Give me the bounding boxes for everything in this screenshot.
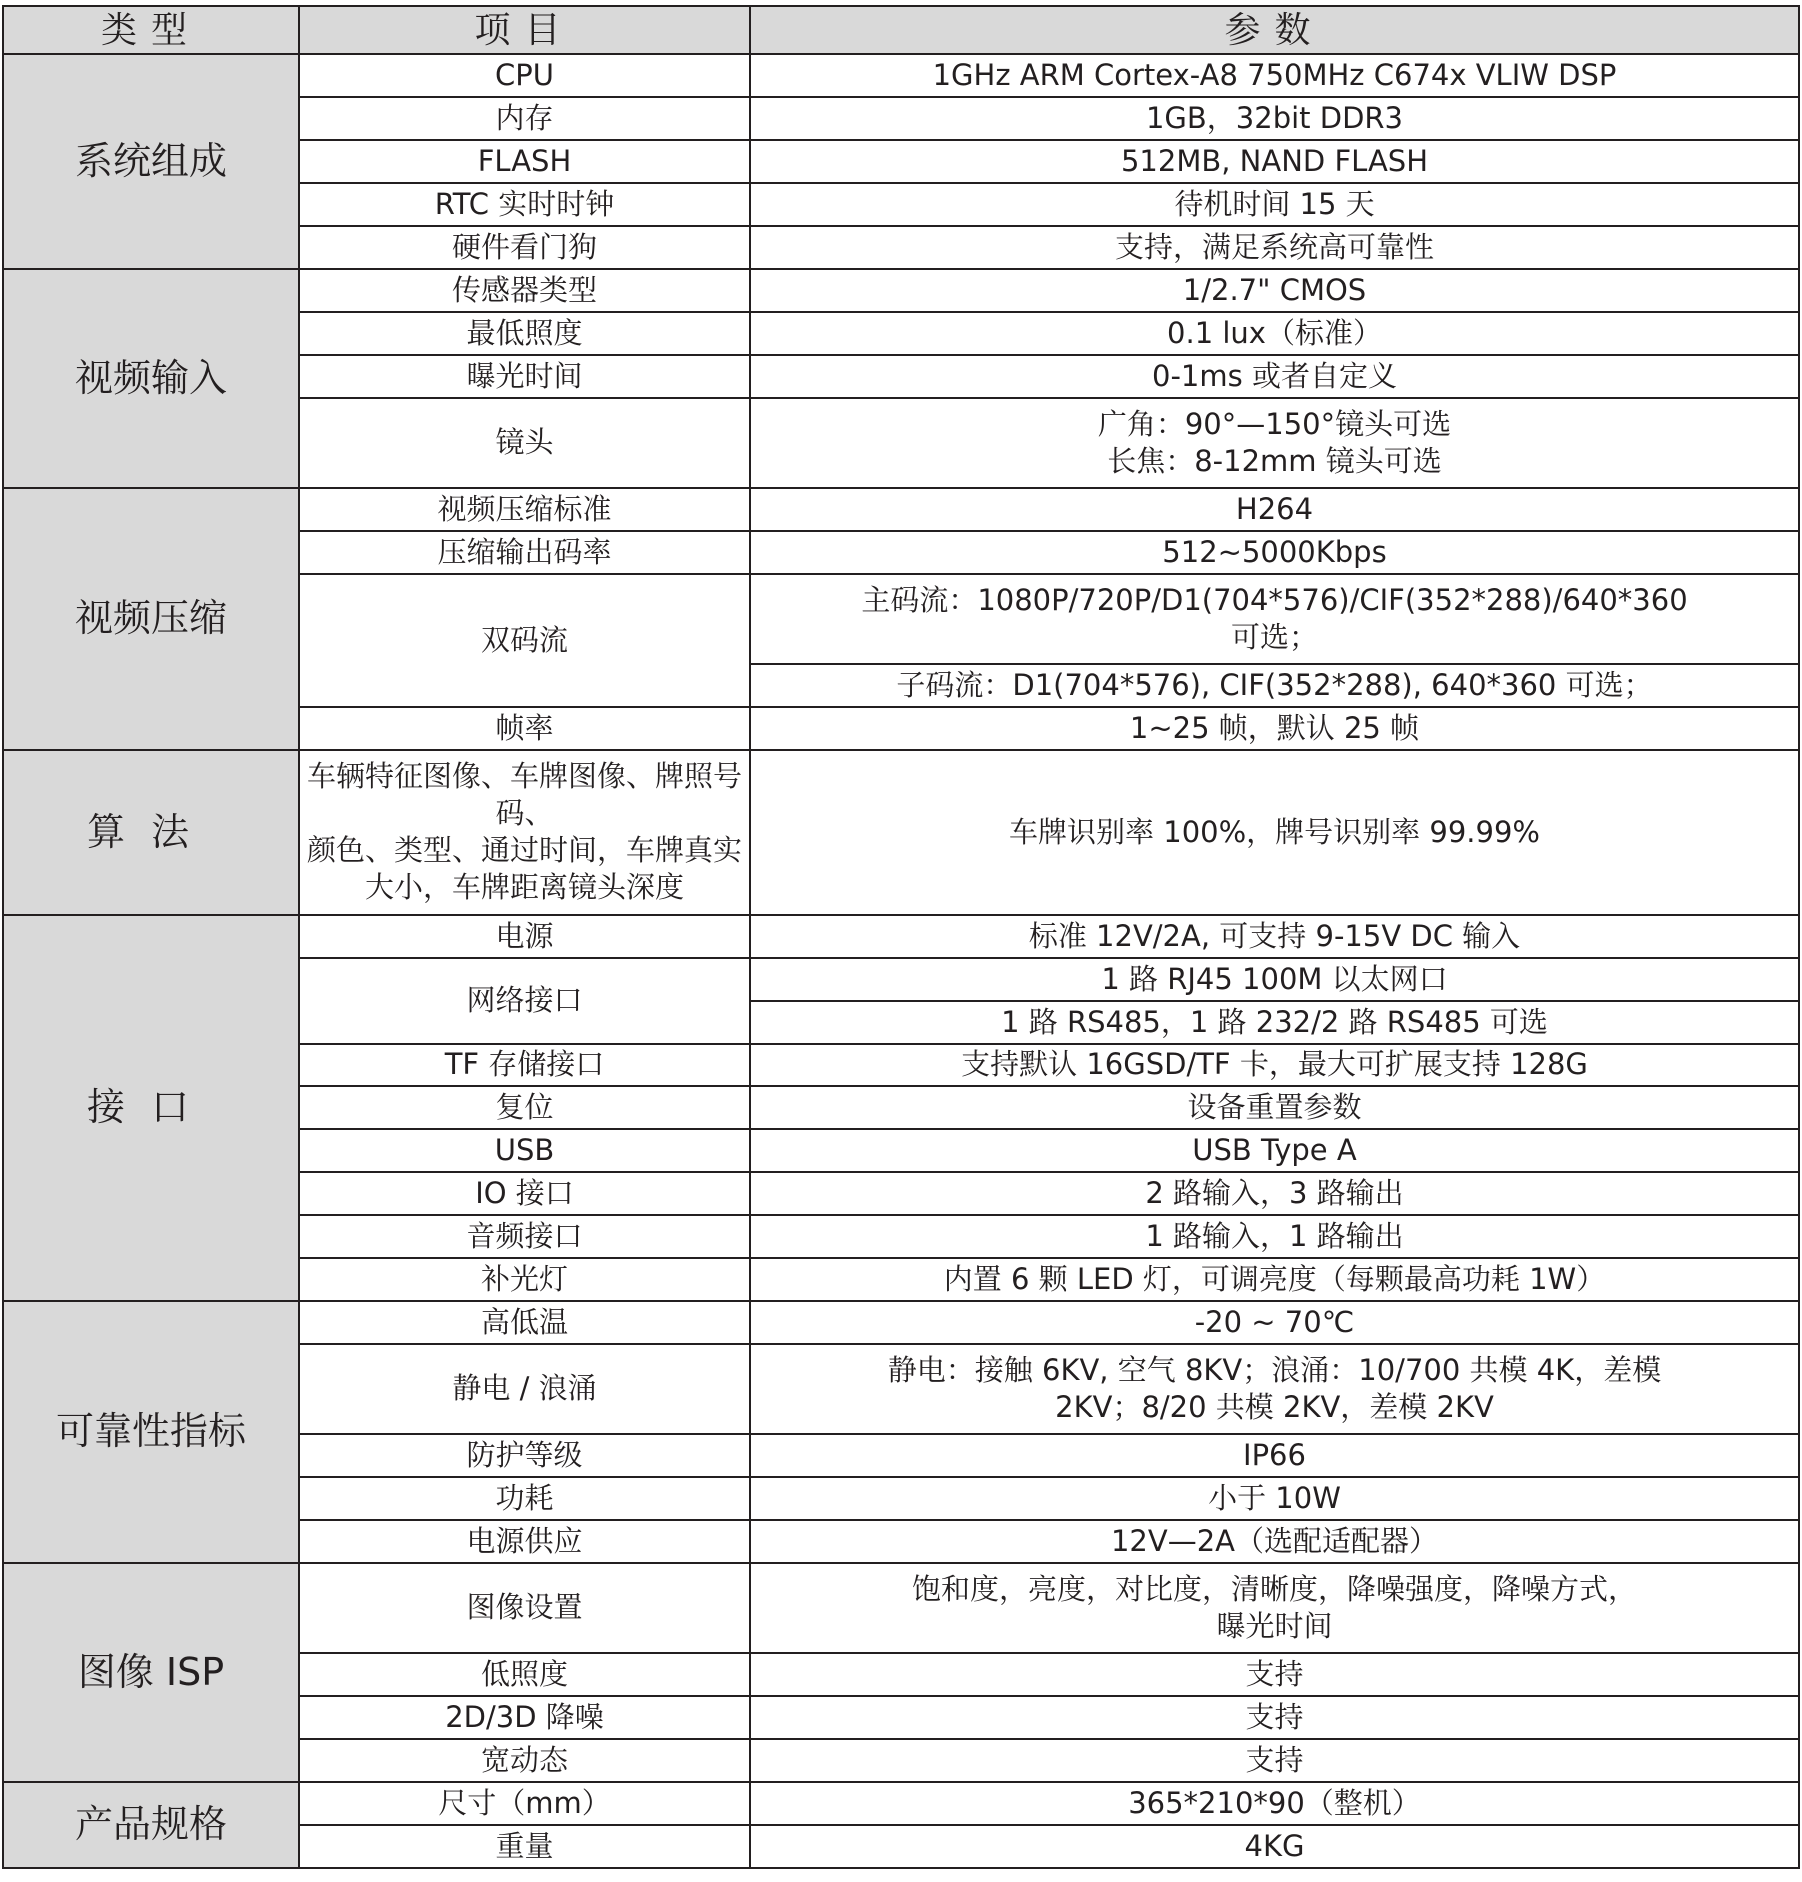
- category-system: 系统组成: [3, 54, 299, 269]
- value-cell: IP66: [750, 1434, 1799, 1477]
- item-cell: 曝光时间: [299, 355, 750, 398]
- value-cell: 1GB，32bit DDR3: [750, 97, 1799, 140]
- value-cell: 1/2.7" CMOS: [750, 269, 1799, 312]
- item-cell: 电源: [299, 915, 750, 958]
- value-cell: 1 路 RS485，1 路 232/2 路 RS485 可选: [750, 1001, 1799, 1044]
- value-line: 可选；: [1230, 619, 1318, 654]
- value-cell: [750, 1563, 1799, 1653]
- header-item: 项目: [299, 6, 750, 54]
- value-cell: 12V—2A（选配适配器）: [750, 1520, 1799, 1563]
- item-cell: 帧率: [299, 707, 750, 750]
- value-line: 饱和度，亮度，对比度，清晰度，降噪强度，降噪方式，: [911, 1571, 1637, 1606]
- item-cell: 宽动态: [299, 1739, 750, 1782]
- value-cell: 小于 10W: [750, 1477, 1799, 1520]
- table-row: [3, 1301, 1799, 1344]
- item-cell: 防护等级: [299, 1434, 750, 1477]
- value-line: 长焦：8-12mm 镜头可选: [1107, 443, 1442, 478]
- item-cell: 硬件看门狗: [299, 226, 750, 269]
- value-cell: 车牌识别率 100%，牌号识别率 99.99%: [750, 750, 1799, 915]
- item-cell: 最低照度: [299, 312, 750, 355]
- category-video-compress: 视频压缩: [3, 488, 299, 750]
- item-cell: 高低温: [299, 1301, 750, 1344]
- value-line: 2KV；8/20 共模 2KV，差模 2KV: [1055, 1389, 1494, 1424]
- value-line: 静电：接触 6KV, 空气 8KV；浪涌：10/700 共模 4K，差模: [887, 1352, 1662, 1387]
- value-line: 曝光时间: [1216, 1608, 1333, 1643]
- category-spec: 产品规格: [3, 1782, 299, 1868]
- item-cell: CPU: [299, 54, 750, 97]
- header-param: 参数: [750, 6, 1799, 54]
- item-cell: 补光灯: [299, 1258, 750, 1301]
- value-cell: 支持: [750, 1739, 1799, 1782]
- item-cell: 电源供应: [299, 1520, 750, 1563]
- value-cell: 标准 12V/2A, 可支持 9-15V DC 输入: [750, 915, 1799, 958]
- item-cell: FLASH: [299, 140, 750, 183]
- table-header-row: [3, 6, 1799, 54]
- table-row: [3, 54, 1799, 97]
- category-algorithm: 算法: [3, 750, 299, 915]
- value-line: 主码流：1080P/720P/D1(704*576)/CIF(352*288)/640*360: [861, 582, 1688, 617]
- item-cell: 复位: [299, 1086, 750, 1129]
- item-cell: 图像设置: [299, 1563, 750, 1653]
- item-cell: 内存: [299, 97, 750, 140]
- value-cell: 设备重置参数: [750, 1086, 1799, 1129]
- item-cell: IO 接口: [299, 1172, 750, 1215]
- value-cell: 支持，满足系统高可靠性: [750, 226, 1799, 269]
- value-cell: 0-1ms 或者自定义: [750, 355, 1799, 398]
- table-row: [3, 750, 1799, 915]
- value-cell: 内置 6 颗 LED 灯，可调亮度（每颗最高功耗 1W）: [750, 1258, 1799, 1301]
- value-cell: [750, 574, 1799, 664]
- table-row: [3, 1782, 1799, 1825]
- value-cell: 0.1 lux（标准）: [750, 312, 1799, 355]
- item-cell: 视频压缩标准: [299, 488, 750, 531]
- item-cell: 压缩输出码率: [299, 531, 750, 574]
- item-line: 车辆特征图像、车牌图像、牌照号码、: [306, 759, 742, 831]
- item-cell: 2D/3D 降噪: [299, 1696, 750, 1739]
- value-cell: 1 路输入，1 路输出: [750, 1215, 1799, 1258]
- category-isp: 图像 ISP: [3, 1563, 299, 1782]
- value-cell: 支持: [750, 1696, 1799, 1739]
- table-row: [3, 488, 1799, 531]
- item-cell: USB: [299, 1129, 750, 1172]
- category-video-input: 视频输入: [3, 269, 299, 488]
- item-cell: 静电 / 浪涌: [299, 1344, 750, 1434]
- header-type: 类型: [3, 6, 299, 54]
- item-cell: 重量: [299, 1825, 750, 1868]
- item-cell: [299, 750, 750, 915]
- item-line: 大小，车牌距离镜头深度: [364, 870, 684, 905]
- value-cell: -20 ~ 70℃: [750, 1301, 1799, 1344]
- item-cell: RTC 实时时钟: [299, 183, 750, 226]
- category-reliability: 可靠性指标: [3, 1301, 299, 1563]
- item-cell: 传感器类型: [299, 269, 750, 312]
- value-cell: 1 路 RJ45 100M 以太网口: [750, 958, 1799, 1001]
- value-cell: 1GHz ARM Cortex-A8 750MHz C674x VLIW DSP: [750, 54, 1799, 97]
- value-cell: 512MB, NAND FLASH: [750, 140, 1799, 183]
- item-cell: 网络接口: [299, 958, 750, 1044]
- item-cell: 双码流: [299, 574, 750, 707]
- item-cell: 低照度: [299, 1653, 750, 1696]
- value-cell: 2 路输入，3 路输出: [750, 1172, 1799, 1215]
- table-row: [3, 915, 1799, 958]
- item-cell: TF 存储接口: [299, 1044, 750, 1087]
- value-cell: H264: [750, 488, 1799, 531]
- value-cell: 4KG: [750, 1825, 1799, 1868]
- value-line: 广角：90°—150°镜头可选: [1097, 406, 1452, 441]
- item-cell: 尺寸（mm）: [299, 1782, 750, 1825]
- value-cell: 待机时间 15 天: [750, 183, 1799, 226]
- item-line: 颜色、类型、通过时间，车牌真实: [306, 833, 742, 868]
- item-cell: 音频接口: [299, 1215, 750, 1258]
- value-cell: [750, 1344, 1799, 1434]
- item-cell: 功耗: [299, 1477, 750, 1520]
- value-cell: 子码流：D1(704*576), CIF(352*288), 640*360 可选；: [750, 664, 1799, 707]
- value-cell: 支持默认 16GSD/TF 卡，最大可扩展支持 128G: [750, 1044, 1799, 1087]
- value-cell: 365*210*90（整机）: [750, 1782, 1799, 1825]
- table-row: [3, 269, 1799, 312]
- value-cell: 512~5000Kbps: [750, 531, 1799, 574]
- value-cell: [750, 398, 1799, 488]
- value-cell: 1~25 帧，默认 25 帧: [750, 707, 1799, 750]
- value-cell: 支持: [750, 1653, 1799, 1696]
- table-row: [3, 1563, 1799, 1653]
- item-cell: 镜头: [299, 398, 750, 488]
- spec-table: [2, 5, 1800, 1869]
- category-interface: 接口: [3, 915, 299, 1301]
- value-cell: USB Type A: [750, 1129, 1799, 1172]
